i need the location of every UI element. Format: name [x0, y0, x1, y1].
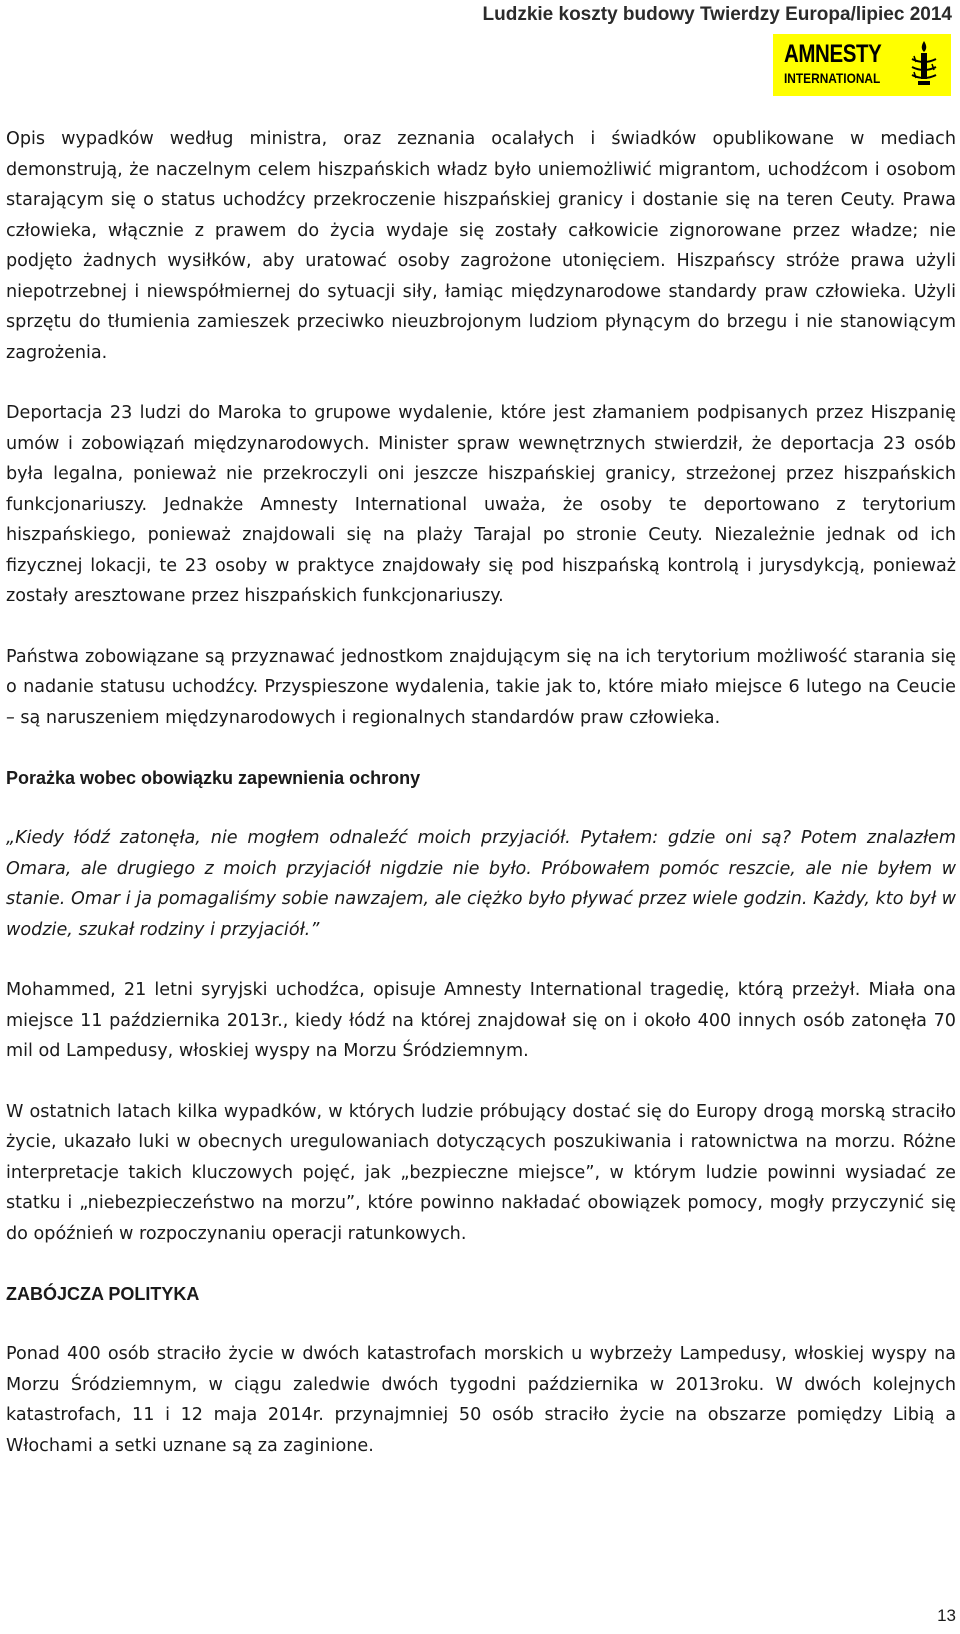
logo-wordmark	[784, 42, 903, 85]
amnesty-international-logo	[773, 34, 951, 96]
paragraph-deportation: Deportacja 23 ludzi do Maroka to grupowe wydalenie, które jest złamaniem podpisanych przez Hiszpanię umów i zobowiązań międzynarodowych. Minister spraw wewnętrznych stwierdził, że deportacja 23 osób była legalna, ponieważ nie przekroczyli oni jeszcze hiszpańskiej granicy, strzeżonej przez hiszpańskich funkcjonariuszy. Jednakże Amnesty International uważa, że osoby te deportowano z terytorium hiszpańskiego, ponieważ znajdowali się na plaży Tarajal po stronie Ceuty. Niezależnie jednak od ich fizycznej lokacji, te 23 osoby w praktyce znajdowały się pod hiszpańską kontrolą i jurysdykcją, ponieważ zostały aresztowane przez hiszpańskich funkcjonariuszy.	[6, 403, 956, 606]
logo-line1: AMNESTY	[784, 40, 882, 68]
section-heading-deadly-policy: ZABÓJCZA POLITYKA	[6, 1284, 200, 1304]
logo-line2: INTERNATIONAL	[784, 70, 881, 86]
document-header-title: Ludzkie koszty budowy Twierdzy Europa/lipiec 2014	[482, 4, 952, 25]
paragraph-rescue-gaps: W ostatnich latach kilka wypadków, w których ludzie próbujący dostać się do Europy drogą morską straciło życie, ukazało luki w obecnych uregulowaniach dotyczących poszukiwania i ratownictwa na morzu. Różne interpretacje takich kluczowych pojęć, jak „bezpieczne miejsce”, w którym ludzie powinni wysiadać ze statku i „niebezpieczeństwo na morzu”, które powinno nakładać obowiązek pomocy, mogły przyczynić się do opóźnień w rozpoczynaniu operacji ratunkowych.	[6, 1101, 956, 1244]
paragraph-ministry-account: Opis wypadków według ministra, oraz zeznania ocalałych i świadków opublikowane w mediach demonstrują, że naczelnym celem hiszpańskich władz było uniemożliwić migrantom, uchodźcom i osobom starającym się o status uchodźcy przekroczenie hiszpańskiej granicy i dostanie się na teren Ceuty. Prawa człowieka, włącznie z prawem do życia wydaje się zostały całkowicie zignorowane przez władze; nie podjęto żadnych wysiłków, aby uratować osoby zagrożone utonięciem. Hiszpańscy stróże prawa użyli niepotrzebnej i niewspółmiernej do sytuacji siły, łamiąc międzynarodowe standardy praw człowieka. Użyli sprzętu do tłumienia zamieszek przeciwko nieuzbrojonym ludziom płynącym do brzegu i nie stanowiącym zagrożenia.	[6, 129, 956, 363]
paragraph-state-obligations: Państwa zobowiązane są przyznawać jednostkom znajdującym się na ich terytorium możliwość starania się o nadanie statusu uchodźcy. Przyspieszone wydalenia, takie jak to, które miało miejsce 6 lutego na Ceucie – są naruszeniem międzynarodowych i regionalnych standardów praw człowieka.	[6, 646, 956, 728]
document-body	[6, 124, 956, 1491]
witness-quote: „Kiedy łódź zatonęła, nie mogłem odnaleźć moich przyjaciół. Pytałem: gdzie oni są? Potem znalazłem Omara, ale drugiego z moich przyjaciół nigdzie nie było. Próbowałem pomóc reszcie, ale nie byłem w stanie. Omar i ja pomagaliśmy sobie nawzajem, ale ciężko było pływać przez wiele godzin. Każdy, kto był w wodzie, szukał rodziny i przyjaciół.”	[6, 828, 956, 940]
section-heading-protection-failure: Porażka wobec obowiązku zapewnienia ochrony	[6, 768, 421, 788]
paragraph-lampedusa: Ponad 400 osób straciło życie w dwóch katastrofach morskich u wybrzeży Lampedusy, włoskiej wyspy na Morzu Śródziemnym, w ciągu zaledwie dwóch tygodni października w 2013roku. W dwóch kolejnych katastrofach, 11 i 12 maja 2014r. przynajmniej 50 osób straciło życie na obszarze pomiędzy Libią a Włochami a setki uznane są za zaginione.	[6, 1344, 956, 1456]
paragraph-mohammed: Mohammed, 21 letni syryjski uchodźca, opisuje Amnesty International tragedię, którą przeżył. Miała ona miejsce 11 października 2013r., kiedy łódź na której znajdował się on i około 400 innych osób zatonęła 70 mil od Lampedusy, włoskiej wyspy na Morzu Śródziemnym.	[6, 980, 956, 1061]
page-number: 13	[937, 1606, 956, 1625]
candle-barbed-wire-icon	[904, 39, 944, 91]
